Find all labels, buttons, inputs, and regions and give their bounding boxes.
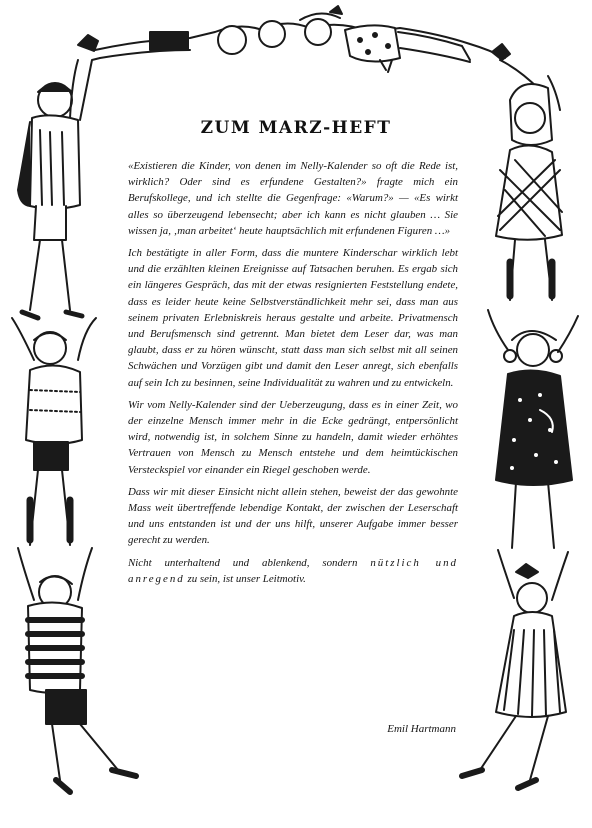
article-paragraph: Wir vom Nelly-Kalender sind der Ueberzeugung, dass es in einer Zeit, wo der einzelne Mensch immer mehr in die Ecke gedrängt, entpersönlicht wird, notwendig ist, in solchem Sinne zu handeln, damit wieder erhöhtes Vertrauen von Mensch zu Mensch entstehe und dem heimtückischen Versteckspiel vor einander ein Riegel geschoben werde. bbox=[128, 398, 458, 476]
dark-shorts bbox=[34, 442, 68, 470]
girl-right-middle bbox=[488, 310, 578, 548]
article-paragraph: Ich bestätigte in aller Form, dass die muntere Kinderschar wirklich lebt und die erzählten kleinen Ereignisse auf Tatsachen beruhen. Es ergab sich ein längeres Gespräch, das mit der etwas resignierten Feststellung endete, dass es leider heute keine Selbstverständlichkeit mehr sei, dass man aus seinem privaten Erlebniskreis heraus gestalte und arbeite. Privatmensch und Berufsmensch sind getrennt. Man bietet dem Leser dar, was man glaubt, dass er zu hören wünscht, statt dass man sich selbst mit all seinen Schwächen und Vorzügen gibt und damit den Leser anregt, sich ebenfalls auf sein Ich zu besinnen, seine Individualität zu wahren und zu entwickeln. bbox=[128, 247, 458, 389]
girl-right-bottom bbox=[462, 550, 568, 788]
head-icon bbox=[34, 332, 66, 364]
boy-left-top bbox=[18, 58, 100, 318]
head-icon bbox=[38, 83, 72, 117]
head-icon bbox=[218, 26, 246, 54]
head-icon bbox=[259, 21, 285, 47]
author-signature: Emil Hartmann bbox=[387, 723, 456, 735]
dark-shorts bbox=[150, 32, 188, 50]
head-icon bbox=[305, 19, 331, 45]
article-paragraph: «Existieren die Kinder, von denen im Nelly-Kalender so oft die Rede ist, wirklich? Oder sind es erfundene Gestalten?» fragte mich ein Berufskollege, und ich stellte die Gegenfrage: «Warum?» — «Es wirkt alles so überzeugend lebensecht; aber ich kann es nicht glauben … Sie wissen ja, ‚man arbeitet‘ heute hauptsächlich mit erfundenen Figuren …» bbox=[128, 160, 458, 237]
girl-right-top bbox=[496, 60, 562, 300]
page-title: ZUM MARZ-HEFT bbox=[200, 118, 392, 138]
head-icon bbox=[517, 583, 547, 613]
article-closing-line bbox=[128, 555, 458, 587]
closing-end: zu sein, ist unser Leitmotiv. bbox=[184, 572, 306, 585]
dark-shorts bbox=[46, 690, 86, 724]
head-icon bbox=[39, 576, 71, 608]
children-lying-top bbox=[78, 6, 510, 72]
article-body bbox=[128, 158, 458, 593]
boy-left-bottom bbox=[18, 548, 136, 792]
closing-start: Nicht unterhaltend und ablenkend, sondern bbox=[128, 556, 371, 569]
head-icon bbox=[517, 334, 549, 366]
article-paragraph: Dass wir mit dieser Einsicht nicht allein stehen, beweist der das gewohnte Mass weit übertreffende lebendige Kontakt, der zwischen der Leserschaft und uns entstanden ist und der uns hilft, unserer Aufgabe immer besser gerecht zu werden. bbox=[128, 485, 458, 547]
closing-emphasis: nützlich und anregend bbox=[128, 556, 459, 585]
boy-left-middle bbox=[12, 318, 96, 545]
head-icon bbox=[515, 103, 545, 133]
